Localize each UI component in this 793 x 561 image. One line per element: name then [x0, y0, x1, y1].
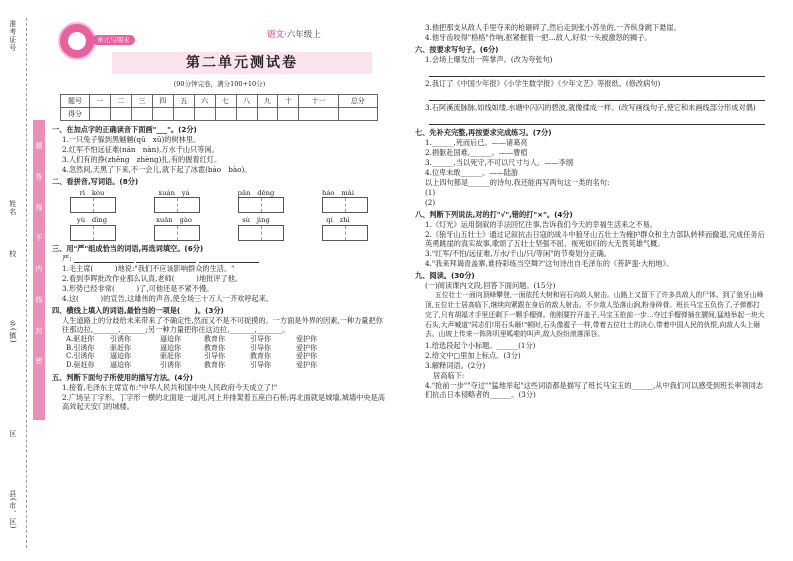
option-cell: 教育你 [204, 343, 225, 352]
pinyin-row [52, 189, 387, 197]
line-label: (1) [425, 188, 436, 197]
answer-line[interactable] [429, 89, 765, 101]
answer-line[interactable] [415, 198, 765, 207]
seal-char: 得 [35, 203, 43, 212]
score-row-label: 得分 [61, 108, 90, 121]
binding-gutter [0, 0, 50, 561]
subject-name: 语文 [267, 30, 285, 40]
option-cell: B.引诱你 [66, 343, 95, 352]
option-cell: 教育你 [204, 334, 225, 343]
pinyin: yù dìng [76, 216, 108, 225]
question: 4."我来拜谒青盖寨,谁持彩练当空舞?"这句诗出自毛泽东的《菩萨蛮·大柏地》。 [425, 259, 674, 268]
question: 4.忽然间,天黑了下来,不一会儿,就下起了冰雹(báo bào)。 [62, 165, 252, 174]
question: 4."抢前一步""夺过""猛地举起"这些词语都是描写了班长马宝玉的______,从中我们可以感受到班长率领同志们抗击日本侵略者的______。(3分) [425, 381, 764, 400]
score-table [60, 94, 378, 121]
char-box[interactable] [154, 197, 200, 213]
score-cell[interactable] [131, 108, 152, 121]
option-cell: 爱护你 [296, 343, 317, 352]
series-tag: 单元与期末 [92, 35, 135, 45]
char-box[interactable] [322, 225, 368, 241]
seal-char: 内 [35, 265, 43, 273]
word-head [52, 254, 387, 263]
question: 3.人们有的挣(zhēng zhèng)扎,有的握着红灯。 [62, 155, 222, 164]
answer-line[interactable] [415, 188, 765, 197]
question: 3.形势已经非常( )了,可他还是不紧不慢。 [62, 283, 214, 293]
question: 2.红军不怕远征难(nán nàn),万水千山只等闲。 [62, 145, 219, 154]
question: 2.给文中□里加上标点。(3分) [425, 351, 521, 361]
char-box[interactable] [70, 197, 116, 213]
section-title: 一、在加点字的正确读音下面画"___"。(2分) [52, 125, 197, 134]
option-cell: 逼迫你 [110, 361, 131, 370]
pinyin: xuān gào [156, 216, 192, 225]
option-cell: 引诱你 [110, 334, 131, 343]
pinyin: háo mài [322, 189, 354, 197]
reading-passage: 五位壮士一面向顶峰攀登,一面依托大树和岩石向敌人射击。山路上又留下了许多具敌人的尸体。到了狼牙山峰顶,五位壮士居高临下,继续向紧跟在身后的敌人射击。不少敌人坠落山涧,粉身碎骨。班长马宝玉负伤了,子弹都打完了,只有胡福才手里还剩下一颗手榴弹。他刚要拧开盖子,马宝玉抢前一步…夺过手榴弹插在腰间,猛地举起一块大石头,大声喊道"同志们!用石头砸!"顿时,石头像雹子一样,带着五位壮士的决心,带着中国人民的仇恨,向敌人头上砸去。山坡上传来一阵阵叽里呱啦的叫声,敌人纷纷滚落深谷。 [425, 291, 765, 339]
score-cell[interactable] [257, 108, 278, 121]
char-box[interactable] [238, 197, 284, 213]
section-title: 九、阅读。(30分) [415, 271, 475, 280]
section-title: 七、先补充完整,再按要求完成练习。(7分) [415, 128, 552, 137]
sub-section-title: (一)阅读课内文段,回答下面问题。(15分) [425, 281, 556, 290]
word-head-label: 严: [62, 253, 72, 263]
section-title: 六、按要求写句子。(6分) [415, 45, 499, 54]
option-cell: C.引诱你 [66, 352, 95, 361]
gutter-label: 准考证号 [8, 20, 17, 52]
question [52, 383, 387, 392]
option-cell: 教育你 [250, 352, 271, 361]
option-cell: 引导你 [250, 361, 271, 370]
options-grid [52, 335, 387, 370]
pinyin: qí zhì [326, 216, 350, 225]
question: 1.会场上爆发出一阵掌声。(改为夸张句) [425, 55, 553, 64]
question: 3.石阿溪流脉脉,如线如缕,水塘中闪闪的碧波,就像揉成一样。(改写画线句子,使它和未画线部分形成对偶) [425, 103, 756, 112]
seal-char: 封 [35, 326, 43, 335]
answer-line[interactable] [429, 113, 765, 125]
passage: 人生道路上的分歧给未来带来了不确定性,然而又不是不可捉摸的。一方面是外界的因素,一种力量把你往那边拉,_______,_______;另一种力量把你往这边拉,_______,_______。 [62, 315, 383, 334]
score-cell[interactable] [90, 108, 111, 121]
char-box[interactable] [238, 225, 284, 241]
question: 4.他牙齿咬得"格格"作响,抠紧握着一把…敌人,好似一头被激怒的狮子。 [425, 33, 652, 42]
score-cell[interactable] [215, 108, 236, 121]
option-cell: 逼迫你 [160, 343, 181, 352]
exam-header [52, 0, 387, 100]
pinyin: pān dēng [237, 189, 275, 197]
gutter-label: 县(市、区) [8, 490, 17, 530]
option-cell: 引导你 [204, 352, 225, 361]
question: 3.解释词语。(2分) [425, 361, 486, 371]
score-header-cell: 二 [110, 95, 131, 108]
line-label: (2) [425, 198, 436, 207]
time-info: (90分钟完卷，满分100+10分) [173, 80, 266, 88]
gutter-label: 区 [8, 430, 17, 438]
option-cell: 引导你 [250, 334, 271, 343]
question: 3.______,当以死守,不可以尺寸与人。——李纲 [425, 158, 573, 167]
pinyin-row [52, 216, 387, 224]
option-cell: A.驱赶你 [66, 334, 95, 343]
score-header-cell: 题号 [61, 95, 90, 108]
score-header-cell: 十 [278, 95, 299, 108]
score-cell[interactable] [173, 108, 194, 121]
gutter-label: 校 [8, 250, 17, 258]
left-questions [52, 122, 387, 412]
option-cell: 驱赶你 [160, 352, 181, 361]
question: 1.给选段起个小标题。______(1分) [425, 341, 536, 351]
answer-line[interactable] [429, 65, 765, 77]
clock-logo-icon [58, 22, 96, 60]
seal-char: 答 [35, 172, 43, 181]
seal-strip [33, 120, 45, 420]
question-text: 1.接着,毛泽东主席宣布:"中华人民共和国中央人民政府今天成立了!" [62, 382, 278, 392]
option-cell: 引导你 [250, 343, 271, 352]
score-header-cell: 七 [215, 95, 236, 108]
seal-char: 不 [35, 234, 43, 243]
score-cell[interactable] [152, 108, 173, 121]
score-cell[interactable] [194, 108, 215, 121]
left-column [52, 0, 387, 411]
grade-label: ·六年级上 [284, 30, 321, 40]
subject-label [267, 30, 321, 41]
question [52, 393, 387, 411]
score-cell[interactable] [236, 108, 257, 121]
question: 2.《狼牙山五壮士》通过记叙抗击日寇的战斗中狼牙山五壮士为掩护群众和主力部队转移而撤退,完成任务后英勇跳崖的真实故事,歌颂了五壮士坚强不屈、视死如归的大无畏英雄气概。 [425, 230, 765, 248]
score-header-cell: 八 [236, 95, 257, 108]
question: 2.我订了《中国少年报》《小学生数学报》《少年文艺》等报纸。(修改病句) [425, 79, 661, 88]
score-header-cell: 六 [194, 95, 215, 108]
score-cell[interactable] [110, 108, 131, 121]
cut-line [26, 18, 27, 548]
seal-char: 密 [35, 357, 43, 366]
question: 4.这( )的宣告,这雄伟的声音,使全场三十万人一齐欢呼起来。 [62, 293, 274, 303]
option-cell: 驱赶你 [110, 343, 131, 352]
question: 2.看到李晖批改作业那么认真,老师( )地批评了他。 [62, 273, 243, 283]
question: 居高临下: [433, 371, 465, 381]
question: 3.他把那支从敌人手里夺来的枪砸碎了,然后走到张小苏坐的,一齐纵身跳下悬崖。 [425, 23, 681, 32]
score-value-row [61, 108, 378, 121]
score-header-row [61, 95, 378, 108]
section-title: 五、判断下面句子所使用的描写方法。(4分) [52, 372, 193, 382]
question: 4.位卑未敢______。——陆游 [425, 168, 519, 177]
section-title: 三、用"严"组成恰当的词语,再选词填空。(6分) [52, 243, 204, 253]
right-questions [415, 22, 765, 400]
question: 1.______,死而后已。——诸葛亮 [425, 138, 528, 147]
option-cell: 爱护你 [296, 334, 317, 343]
option-cell: 爱护你 [296, 352, 317, 361]
score-header-cell: 四 [152, 95, 173, 108]
section-title: 二、看拼音,写词语。(8分) [52, 177, 139, 186]
seal-char: 线 [35, 295, 43, 304]
gutter-label: 姓名 [8, 200, 17, 216]
option-cell: 逼迫你 [110, 352, 131, 361]
score-header-cell: 总分 [338, 95, 377, 108]
section-title: 四、横线上填入的词语,最恰当的一项是( )。(3分) [52, 305, 224, 315]
pinyin: xuán yá [158, 189, 190, 197]
option-cell: 爱护你 [296, 361, 317, 370]
score-header-cell: 三 [131, 95, 152, 108]
option-cell: 教育你 [204, 361, 225, 370]
pinyin: rì kòu [79, 189, 105, 197]
question: 2.捐躯赴国难,______。——曹植 [425, 148, 528, 157]
score-cell[interactable] [299, 108, 338, 121]
gutter-label: 乡(镇) [8, 320, 17, 344]
option-cell: D.驱赶你 [66, 361, 95, 370]
score-cell[interactable] [338, 108, 377, 121]
score-header-cell: 十一 [299, 95, 338, 108]
score-header-cell: 九 [257, 95, 278, 108]
score-cell[interactable] [278, 108, 299, 121]
option-cell: 逼迫你 [160, 334, 181, 343]
option-cell: 引诱你 [160, 361, 181, 370]
question: 1.一只兔子躲到黑魆魆(qū xū)的树林里。 [62, 135, 201, 144]
writing-boxes [52, 197, 387, 213]
question: 1.毛主席( )地说:"我们不应该影响群众的生活。" [62, 263, 235, 273]
writing-boxes [52, 225, 387, 241]
page-title: 第二单元测试卷 [112, 52, 372, 74]
question: 3."红军/不怕/远征难,万水/千山/只/等闲"的节奏划分正确。 [425, 249, 611, 258]
seal-char: 题 [35, 142, 43, 150]
score-header-cell: 一 [90, 95, 111, 108]
question: 1.《灯光》运用倒叙的手法回忆往事,告诉我们今天的幸福生活来之不易。 [425, 220, 657, 229]
char-box[interactable] [322, 197, 368, 213]
pinyin: sù jìng [242, 216, 270, 225]
question-text: 2.广场呈丁字形。丁字形一横的北面是一道河,河上并排架着五座白石桥;再北面就是城墙,城墙中央是高高耸起天安门的城楼。 [62, 392, 385, 411]
question: 以上四句都是______的诗句,我还能再写两句这一类的名句: [425, 178, 610, 187]
section-title: 八、判断下列说法,对的打"√",错的打"×"。(4分) [415, 210, 573, 219]
char-box[interactable] [154, 225, 200, 241]
score-header-cell: 五 [173, 95, 194, 108]
char-box[interactable] [70, 225, 116, 241]
